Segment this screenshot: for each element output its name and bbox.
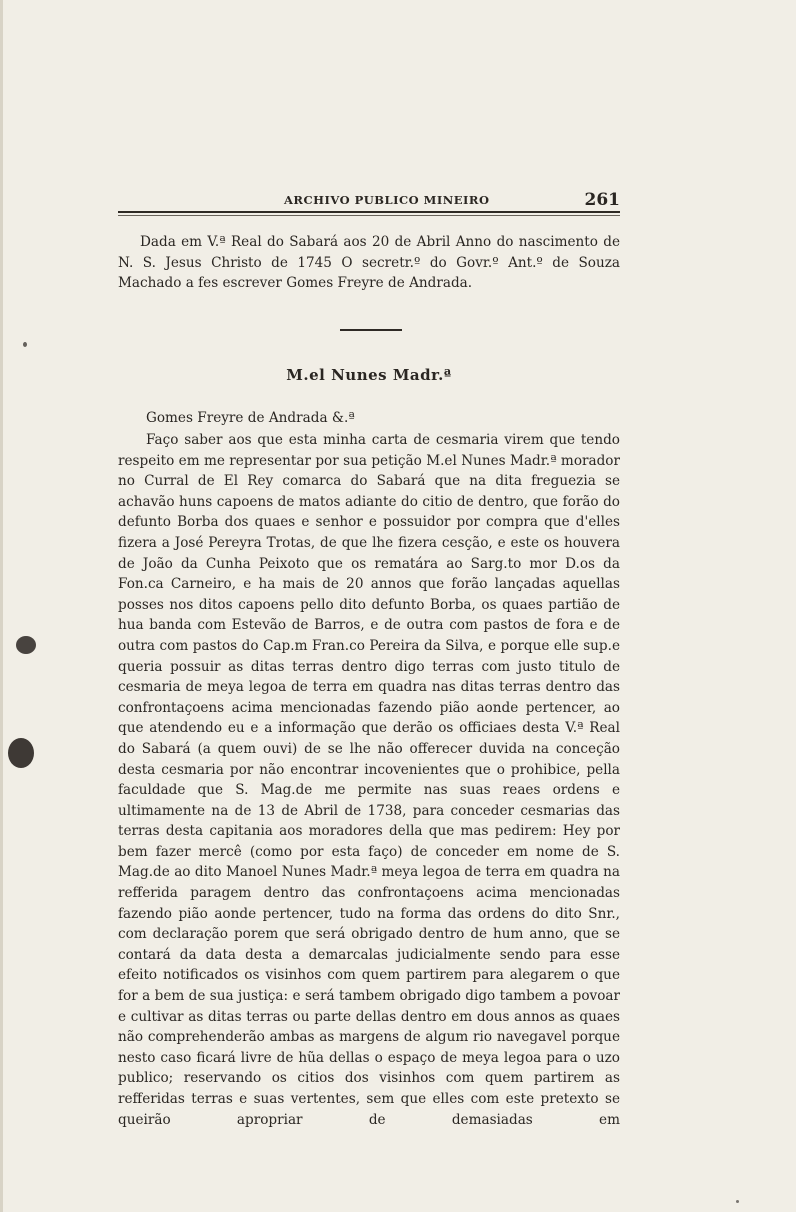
page-number: 261 [584, 190, 620, 210]
body-text: Faço saber aos que esta minha carta de cesmaria virem que tendo respeito em me representar por sua petição M.el Nunes Madr.ª morador no Curral de El Rey comarca do Sabará que na dita freguezia se achavão huns capoens de matos adiante do citio de dentro, que forão do defunto Borba dos quaes e senhor e possuidor por compra que d'elles fizera a José Pereyra Trotas, de que lhe fizera cesção, e este os houvera de João da Cunha Peixoto que os rematára ao Sarg.to mor D.os da Fon.ca Carneiro, e ha mais de 20 annos que forão lançadas aquellas posses nos ditos capoens pello dito defunto Borba, os quaes partião de hua banda com Estevão de Barros, e de outra com pastos de fora e de outra com pastos do Cap.m Fran.co Pereira da Silva, e porque elle sup.e queria possuir as ditas terras dentro digo terras com justo titulo de cesmaria de meya legoa de terra em quadra nas ditas terras dentro das confrontaçoens acima mencionadas fazendo pião aonde pertencer, ao que atendendo eu e a informação que derão os officiaes desta V.ª Real do Sabará (a quem ouvi) de se lhe não offerecer duvida na conceção desta cesmaria por não encontrar incovenientes que o prohibice, pella faculdade que S. Mag.de me permite nas suas reaes ordens e ultimamente na de 13 de Abril de 1738, para conceder cesmarias das terras desta capitania aos moradores della que mas pedirem: Hey por bem fazer mercê (como por esta faço) de conceder em nome de S. Mag.de ao dito Manoel Nunes Madr.ª meya legoa de terra em quadra na refferida paragem dentro das confrontaçoens acima mencionadas fazendo pião aonde pertencer, tudo na forma das ordens do dito Snr., com declaração porem que será obrigado dentro de hum anno, que se contará da data desta a demarcalas judicialmente sendo para esse efeito notificados os visinhos com quem partirem para alegarem o que for a bem de sua justiça: e será tambem obrigado digo tambem a povoar e cultivar as ditas terras ou parte dellas dentro em dous annos as quaes não comprehenderão ambas as margens de algum rio navegavel porque nesto caso ficará livre de hũa dellas o espaço de meya legoa para o uzo publico; reservando os citios dos visinhos com quem partirem as refferidas terras e suas vertentes, sem que elles com este pretexto se queirão apropriar de demasiadas em [118, 432, 620, 1128]
running-header [118, 190, 620, 210]
ink-speck [23, 342, 27, 347]
section-separator [340, 329, 402, 331]
closing-text: Dada em V.ª Real do Sabará aos 20 de Abril Anno do nascimento de N. S. Jesus Christo de 1745 O secretr.º do Govr.º Ant.º de Souza Machado a fes escrever Gomes Freyre de Andrada. [118, 234, 620, 292]
ink-speck [736, 1200, 739, 1203]
section-title: M.el Nunes Madr.ª [286, 366, 452, 384]
running-title: ARCHIVO PUBLICO MINEIRO [284, 193, 490, 207]
body-paragraph [118, 430, 620, 1130]
header-rule-thick [118, 211, 620, 213]
header-rule-thin [118, 215, 620, 216]
page-edge-shadow [0, 0, 3, 1212]
closing-paragraph [118, 232, 620, 294]
ink-blot [16, 636, 36, 654]
ink-blot [8, 738, 34, 768]
salutation: Gomes Freyre de Andrada &.ª [146, 410, 355, 426]
